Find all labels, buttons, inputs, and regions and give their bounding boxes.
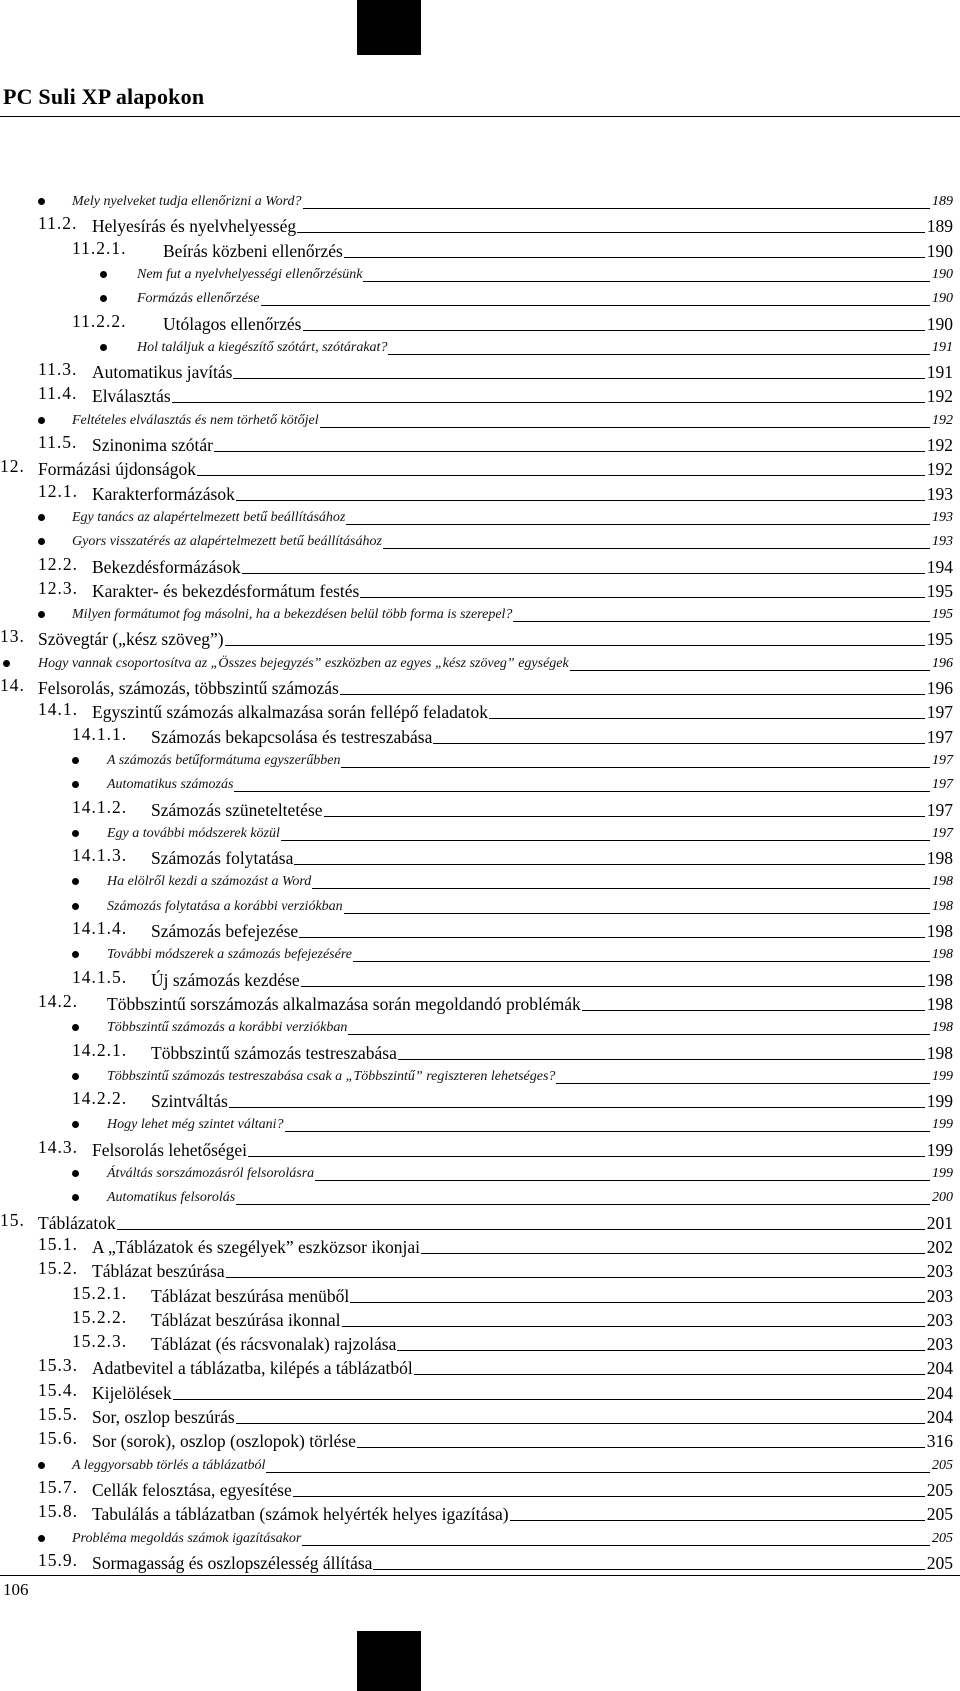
toc-leader-line (285, 1131, 930, 1132)
toc-page-number: 197 (926, 799, 953, 820)
toc-entry[interactable] (72, 842, 953, 869)
toc-entry-title: Utólagos ellenőrzés (163, 313, 302, 334)
toc-page-number: 192 (926, 459, 953, 480)
toc-page-number: 190 (932, 291, 953, 307)
toc-entry-number: 12. (0, 456, 25, 477)
toc-entry-number: 15.2.1. (72, 1282, 128, 1303)
toc-entry-number: 11.2. (38, 213, 78, 234)
toc-leader-line (510, 1520, 925, 1521)
toc-entry-number: 15.2.3. (72, 1331, 128, 1352)
toc-entry-title: Többszintű számozás testreszabása csak a „Többszintű” regiszteren lehetséges? (107, 1068, 556, 1084)
toc-subentry[interactable] (72, 526, 953, 552)
toc-leader-line (341, 767, 930, 768)
toc-entry-title: Táblázatok (38, 1212, 116, 1233)
toc-page-number: 196 (926, 678, 953, 698)
toc-entry[interactable] (0, 672, 953, 698)
toc-page-number: 190 (926, 313, 953, 334)
toc-entry-number: 11.4. (38, 383, 78, 404)
toc-leader-line (346, 524, 930, 525)
toc-entry-title: Sormagasság és oszlopszélesség állítása (92, 1552, 373, 1573)
toc-entry[interactable] (72, 308, 953, 334)
toc-entry[interactable] (38, 1425, 953, 1452)
toc-entry-number: 15. (0, 1209, 25, 1230)
toc-leader-line (242, 573, 925, 574)
toc-subentry[interactable] (72, 1523, 953, 1549)
toc-page-number: 205 (932, 1530, 953, 1546)
toc-entry[interactable] (38, 478, 953, 504)
page-number: 106 (3, 1580, 29, 1599)
bullet-icon (38, 514, 45, 521)
toc-leader-line (303, 208, 930, 209)
toc-leader-line (489, 718, 925, 719)
toc-leader-line (350, 1302, 925, 1303)
toc-leader-line (214, 451, 925, 452)
toc-page-number: 189 (926, 216, 953, 237)
toc-entry-title: Adatbevitel a táblázatba, kilépés a táblázatból (92, 1358, 413, 1379)
toc-entry-number: 11.3. (38, 359, 78, 380)
bullet-icon (3, 660, 10, 667)
toc-entry-title: Kijelölések (92, 1382, 172, 1403)
toc-entry-title: Formázás ellenőrzése (137, 291, 260, 307)
toc-entry[interactable] (72, 1328, 953, 1355)
toc-leader-line (582, 1010, 925, 1011)
toc-leader-line (388, 354, 930, 355)
toc-entry[interactable] (0, 453, 953, 480)
toc-leader-line (301, 986, 925, 987)
toc-entry-title: Nem fut a nyelvhelyességi ellenőrzésünk (137, 266, 363, 282)
toc-entry-number: 14.2.1. (72, 1039, 128, 1060)
toc-entry-title: Táblázat beszúrása menüből (151, 1285, 350, 1306)
toc-leader-line (315, 1180, 930, 1181)
toc-entry-number: 15.2.2. (72, 1306, 128, 1327)
toc-entry-title: Tabulálás a táblázatban (számok helyérték helyes igazítása) (92, 1504, 509, 1525)
toc-entry-number: 12.3. (38, 577, 78, 598)
toc-entry-title: A számozás betűformátuma egyszerűbben (107, 752, 341, 768)
toc-entry-title: Szinonima szótár (92, 435, 214, 455)
toc-entry-title: Átváltás sorszámozásról felsorolásra (107, 1166, 315, 1181)
toc-entry-number: 11.2.2. (72, 310, 127, 331)
toc-leader-line (303, 330, 925, 331)
toc-entry-title: Gyors visszatérés az alapértelmezett betű beállításához (72, 534, 382, 550)
toc-entry-number: 14.1.5. (72, 966, 128, 987)
toc-leader-line (297, 232, 925, 233)
toc-leader-line (294, 864, 924, 865)
toc-leader-line (302, 1545, 930, 1546)
toc-entry[interactable] (38, 380, 953, 407)
toc-page-number: 203 (926, 1309, 953, 1330)
toc-entry-number: 15.3. (38, 1355, 78, 1376)
toc-leader-line (383, 548, 930, 549)
toc-page-number: 199 (932, 1166, 953, 1181)
toc-entry-number: 15.7. (38, 1476, 78, 1497)
toc-leader-line (236, 1204, 930, 1205)
toc-entry-title: Egyszintű számozás alkalmazása során fellépő feladatok (92, 702, 489, 723)
toc-page-number: 200 (932, 1190, 953, 1206)
bullet-icon (38, 1462, 45, 1469)
toc-page-number: 198 (932, 898, 953, 914)
toc-entry-title: Automatikus felsorolás (107, 1190, 236, 1206)
toc-leader-line (344, 257, 925, 258)
toc-entry[interactable] (72, 1304, 953, 1330)
toc-entry-title: Hogy vannak csoportosítva az „Összes bejegyzés” eszközben az egyes „kész szöveg” egységek (38, 655, 569, 671)
toc-page-number: 199 (926, 1091, 953, 1112)
toc-entry-title: Hogy lehet még szintet váltani? (107, 1117, 284, 1133)
toc-entry-title: Karakterformázások (92, 483, 235, 504)
toc-entry-number: 15.2. (38, 1258, 78, 1279)
toc-page-number: 203 (926, 1261, 953, 1282)
toc-entry[interactable] (38, 575, 953, 601)
bullet-icon (72, 757, 79, 764)
toc-entry-title: Ha elölről kezdi a számozást a Word (107, 874, 312, 890)
toc-page-number: 197 (926, 702, 953, 723)
toc-page-number: 198 (932, 1020, 953, 1036)
toc-page-number: 203 (926, 1334, 953, 1355)
toc-leader-line (357, 1447, 925, 1448)
bottom-black-marker (357, 1631, 421, 1691)
toc-subentry[interactable] (72, 1450, 953, 1476)
toc-subentry[interactable] (107, 939, 953, 965)
toc-leader-line (342, 1326, 925, 1327)
toc-entry-title: Számozás befejezése (151, 921, 299, 941)
toc-leader-line (360, 597, 924, 598)
toc-leader-line (197, 475, 925, 476)
bullet-icon (38, 1535, 45, 1542)
toc-entry-title: Helyesírás és nyelvhelyesség (92, 216, 297, 237)
toc-page-number: 204 (926, 1382, 953, 1403)
toc-entry-title: Új számozás kezdése (151, 969, 300, 990)
bullet-icon (72, 1024, 79, 1031)
bullet-icon (72, 1170, 79, 1177)
toc-entry[interactable] (38, 1134, 953, 1160)
toc-leader-line (299, 937, 925, 938)
toc-entry-title: Automatikus számozás (107, 777, 234, 793)
toc-entry-number: 11.2.1. (72, 237, 127, 258)
toc-page-number: 205 (926, 1504, 953, 1525)
toc-entry-title: Probléma megoldás számok igazításakor (72, 1530, 302, 1546)
toc-page-number: 193 (932, 534, 953, 550)
toc-entry-number: 12.2. (38, 553, 78, 574)
toc-subentry[interactable] (107, 769, 953, 795)
toc-entry-title: Szövegtár („kész szöveg”) (38, 629, 224, 650)
toc-entry-title: A „Táblázatok és szegélyek” eszközsor ikonjai (92, 1236, 420, 1257)
toc-entry-title: Számozás folytatása a korábbi verziókban (107, 898, 343, 914)
toc-page-number: 192 (926, 435, 953, 455)
toc-entry-title: Szintváltás (151, 1091, 228, 1112)
toc-entry[interactable] (72, 794, 953, 820)
toc-leader-line (398, 1059, 925, 1060)
toc-page-number: 198 (932, 874, 953, 890)
toc-entry-title: Elválasztás (92, 386, 171, 407)
toc-leader-line (234, 791, 930, 792)
toc-page-number: 198 (926, 1042, 953, 1063)
toc-page-number: 199 (932, 1068, 953, 1084)
toc-entry[interactable] (0, 623, 953, 650)
toc-page-number: 198 (926, 993, 953, 1014)
bullet-icon (72, 903, 79, 910)
toc-leader-line (320, 427, 930, 428)
toc-page-number: 193 (926, 483, 953, 504)
toc-leader-line (570, 670, 930, 671)
toc-subentry[interactable] (72, 186, 953, 212)
toc-page-number: 190 (932, 266, 953, 282)
toc-entry-number: 15.1. (38, 1233, 78, 1254)
toc-leader-line (353, 961, 930, 962)
toc-entry-number: 15.4. (38, 1379, 78, 1400)
toc-leader-line (172, 402, 925, 403)
toc-leader-line (233, 378, 924, 379)
bullet-icon (100, 271, 107, 278)
toc-page-number: 192 (926, 386, 953, 407)
toc-leader-line (348, 1034, 930, 1035)
toc-subentry[interactable] (107, 1012, 953, 1038)
toc-page-number: 205 (926, 1479, 953, 1500)
toc-leader-line (340, 694, 925, 695)
toc-entry-number: 14.1.3. (72, 845, 128, 866)
toc-page-number: 205 (926, 1552, 953, 1573)
toc-page-number: 199 (926, 1139, 953, 1160)
toc-leader-line (229, 1107, 925, 1108)
toc-entry-title: Hol találjuk a kiegészítő szótárt, szótárakat? (137, 339, 388, 355)
toc-entry-number: 15.8. (38, 1501, 78, 1522)
top-black-marker (357, 0, 421, 55)
toc-subentry[interactable] (137, 332, 953, 358)
toc-entry-title: Egy tanács az alapértelmezett betű beállításához (72, 509, 346, 525)
toc-entry[interactable] (38, 1401, 953, 1427)
toc-page-number: 198 (926, 921, 953, 941)
toc-leader-line (556, 1083, 930, 1084)
toc-entry-title: Egy a további módszerek közül (107, 825, 280, 841)
toc-entry[interactable] (72, 915, 953, 941)
toc-entry[interactable] (38, 696, 953, 723)
toc-page-number: 202 (926, 1236, 953, 1257)
bullet-icon (72, 1073, 79, 1080)
toc-page-number: 193 (932, 509, 953, 525)
toc-page-number: 191 (932, 339, 953, 355)
toc-leader-line (281, 840, 930, 841)
toc-page-number: 197 (932, 777, 953, 793)
toc-page-number: 198 (926, 969, 953, 990)
toc-entry[interactable] (72, 1085, 953, 1112)
toc-leader-line (513, 621, 930, 622)
toc-entry-title: Karakter- és bekezdésformátum festés (92, 580, 360, 601)
bullet-icon (38, 611, 45, 618)
bullet-icon (38, 417, 45, 424)
toc-entry[interactable] (72, 721, 953, 747)
toc-page-number: 198 (932, 947, 953, 963)
toc-leader-line (433, 743, 924, 744)
toc-leader-line (236, 1423, 925, 1424)
toc-leader-line (344, 913, 930, 914)
toc-entry-title: Milyen formátumot fog másolni, ha a bekezdésen belül több forma is szerepel? (72, 607, 513, 623)
toc-entry-number: 14. (0, 675, 25, 695)
toc-leader-line (236, 500, 925, 501)
toc-entry-title: Formázási újdonságok (38, 459, 196, 480)
toc-entry-number: 12.1. (38, 480, 78, 501)
toc-entry[interactable] (38, 429, 953, 455)
toc-page-number: 197 (932, 825, 953, 841)
toc-entry-number: 14.1. (38, 699, 78, 720)
toc-subentry[interactable] (107, 1158, 953, 1184)
toc-entry[interactable] (72, 235, 953, 261)
toc-entry-number: 14.1.4. (72, 918, 128, 938)
toc-subentry[interactable] (72, 502, 953, 528)
toc-entry[interactable] (38, 1474, 953, 1500)
bullet-icon (100, 295, 107, 302)
toc-entry-number: 14.3. (38, 1136, 78, 1157)
toc-leader-line (226, 1277, 925, 1278)
toc-leader-line (324, 816, 925, 817)
toc-entry-title: Táblázat beszúrása (92, 1261, 225, 1282)
toc-entry[interactable] (38, 210, 953, 237)
toc-entry-title: Beírás közbeni ellenőrzés (163, 240, 343, 261)
toc-page-number: 191 (926, 362, 953, 383)
toc-entry-number: 14.2.2. (72, 1088, 128, 1109)
toc-leader-line (225, 645, 925, 646)
toc-page-number: 194 (926, 556, 953, 577)
toc-entry-title: Sor, oszlop beszúrás (92, 1407, 235, 1427)
bullet-icon (72, 1194, 79, 1201)
toc-page-number: 196 (932, 655, 953, 671)
toc-subentry[interactable] (107, 1182, 953, 1208)
toc-entry-title: Felsorolás, számozás, többszintű számozás (38, 678, 339, 698)
header-rule (0, 116, 960, 117)
bullet-icon (38, 198, 45, 205)
bullet-icon (72, 781, 79, 788)
toc-entry[interactable] (38, 1547, 953, 1573)
toc-subentry[interactable] (137, 283, 953, 309)
toc-subentry[interactable] (72, 405, 953, 431)
toc-entry-title: Számozás bekapcsolása és testreszabása (151, 726, 433, 747)
toc-entry-title: Sor (sorok), oszlop (oszlopok) törlése (92, 1431, 356, 1452)
toc-leader-line (414, 1374, 925, 1375)
toc-page-number: 195 (926, 629, 953, 650)
toc-entry-title: Feltételes elválasztás és nem törhető kötőjel (72, 412, 319, 428)
toc-subentry[interactable] (72, 599, 953, 625)
toc-leader-line (117, 1229, 925, 1230)
toc-entry[interactable] (72, 964, 953, 990)
toc-subentry[interactable] (38, 648, 953, 674)
toc-entry-title: Többszintű számozás testreszabása (151, 1042, 397, 1063)
bullet-icon (72, 830, 79, 837)
toc-page-number: 199 (932, 1117, 953, 1133)
toc-entry-title: A leggyorsabb törlés a táblázatból (72, 1457, 266, 1473)
toc-entry[interactable] (38, 1377, 953, 1403)
toc-page-number: 197 (926, 726, 953, 747)
toc-page-number: 195 (926, 580, 953, 601)
toc-subentry[interactable] (107, 818, 953, 844)
toc-entry[interactable] (72, 1280, 953, 1306)
toc-page-number: 195 (932, 607, 953, 623)
toc-entry-title: Cellák felosztása, egyesítése (92, 1479, 292, 1500)
toc-entry[interactable] (0, 1207, 953, 1233)
toc-entry-number: 15.5. (38, 1404, 78, 1424)
toc-entry-title: Táblázat beszúrása ikonnal (151, 1309, 341, 1330)
toc-leader-line (421, 1253, 925, 1254)
toc-entry-title: Mely nyelveket tudja ellenőrizni a Word? (72, 194, 302, 209)
toc-entry[interactable] (38, 1498, 953, 1525)
toc-entry-number: 15.6. (38, 1428, 78, 1449)
toc-subentry[interactable] (107, 891, 953, 917)
toc-entry-number: 13. (0, 626, 25, 647)
toc-page-number: 198 (926, 848, 953, 869)
bullet-icon (100, 344, 107, 351)
toc-subentry[interactable] (107, 1061, 953, 1087)
toc-entry[interactable] (38, 356, 953, 383)
toc-leader-line (363, 281, 930, 282)
toc-entry-title: További módszerek a számozás befejezésére (107, 947, 352, 963)
toc-subentry[interactable] (137, 259, 953, 285)
toc-leader-line (312, 888, 930, 889)
toc-page-number: 201 (926, 1212, 953, 1233)
toc-page-number: 204 (926, 1358, 953, 1379)
bullet-icon (72, 1121, 79, 1128)
toc-entry-title: Táblázat (és rácsvonalak) rajzolása (151, 1334, 397, 1355)
toc-leader-line (261, 305, 931, 306)
toc-entry-number: 14.1.1. (72, 723, 128, 744)
toc-leader-line (397, 1350, 924, 1351)
page-header-title: PC Suli XP alapokon (3, 84, 205, 109)
bullet-icon (72, 878, 79, 885)
toc-entry[interactable] (38, 551, 953, 577)
toc-entry-number: 14.2. (38, 990, 78, 1011)
toc-entry-number: 14.1.2. (72, 796, 128, 817)
toc-page-number: 197 (932, 752, 953, 768)
toc-entry-title: Felsorolás lehetőségei (92, 1139, 248, 1160)
toc-leader-line (173, 1399, 925, 1400)
toc-page-number: 204 (926, 1407, 953, 1427)
toc-entry-title: Többszintű sorszámozás alkalmazása során megoldandó problémák (107, 993, 581, 1014)
toc-entry-number: 11.5. (38, 432, 78, 452)
toc-page-number: 192 (932, 412, 953, 428)
toc-entry[interactable] (38, 988, 953, 1014)
bullet-icon (38, 538, 45, 545)
toc-entry[interactable] (38, 1352, 953, 1379)
toc-leader-line (293, 1496, 925, 1497)
toc-subentry[interactable] (107, 745, 953, 771)
toc-entry-title: Bekezdésformázások (92, 556, 241, 577)
toc-subentry[interactable] (107, 866, 953, 892)
toc-entry-number: 15.9. (38, 1549, 78, 1570)
toc-entry-title: Többszintű számozás a korábbi verziókban (107, 1020, 348, 1036)
toc-leader-line (248, 1156, 925, 1157)
toc-entry-title: Számozás szüneteltetése (151, 799, 323, 820)
toc-entry[interactable] (72, 1037, 953, 1063)
toc-page-number: 190 (926, 240, 953, 261)
toc-page-number: 189 (932, 194, 953, 209)
toc-entry[interactable] (38, 1255, 953, 1282)
toc-leader-line (266, 1472, 930, 1473)
toc-leader-line (373, 1569, 924, 1570)
footer-rule (0, 1575, 960, 1576)
toc-page-number: 203 (926, 1285, 953, 1306)
toc-entry[interactable] (38, 1231, 953, 1257)
toc-page-number: 316 (926, 1431, 953, 1452)
toc-entry-title: Számozás folytatása (151, 848, 294, 869)
toc-entry-title: Automatikus javítás (92, 362, 233, 383)
bullet-icon (72, 951, 79, 958)
toc-subentry[interactable] (107, 1109, 953, 1135)
toc-page-number: 205 (932, 1457, 953, 1473)
